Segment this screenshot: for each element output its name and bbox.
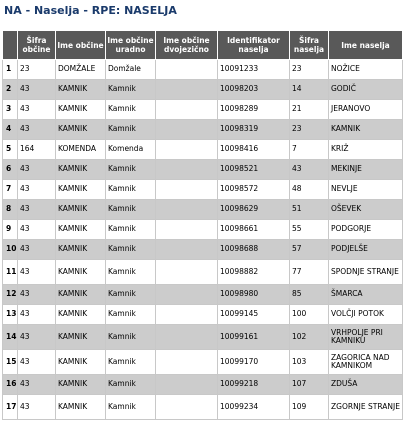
table-row[interactable] — [3, 240, 403, 260]
cell-ime-naselja: KRIŽ — [329, 140, 403, 160]
cell-identifikator-naselja: 10099145 — [218, 305, 290, 325]
cell-ime-obcine-uradno: Kamnik — [106, 260, 156, 285]
cell-identifikator-naselja: 10099170 — [218, 350, 290, 375]
cell-ime-obcine-dvojezicno — [156, 395, 218, 420]
cell-identifikator-naselja: 10098661 — [218, 220, 290, 240]
cell-ime-obcine: KAMNIK — [56, 180, 106, 200]
cell-ime-obcine: KAMNIK — [56, 160, 106, 180]
cell-identifikator-naselja: 10098416 — [218, 140, 290, 160]
cell-ime-obcine: KAMNIK — [56, 325, 106, 350]
cell-ime-obcine: KAMNIK — [56, 120, 106, 140]
cell-ime-obcine-uradno: Kamnik — [106, 325, 156, 350]
cell-sifra-obcine: 43 — [18, 160, 56, 180]
cell-sifra-obcine: 43 — [18, 305, 56, 325]
cell-sifra-naselja: 55 — [290, 220, 329, 240]
cell-sifra-obcine: 43 — [18, 375, 56, 395]
cell-ime-obcine-dvojezicno — [156, 120, 218, 140]
cell-sifra-naselja: 21 — [290, 100, 329, 120]
column-header-ime-obcine-dvojezicno[interactable]: Ime občine dvojezično — [156, 31, 218, 60]
cell-ime-obcine-dvojezicno — [156, 375, 218, 395]
cell-sifra-obcine: 23 — [18, 60, 56, 80]
cell-ime-obcine: KAMNIK — [56, 305, 106, 325]
cell-ime-obcine: KAMNIK — [56, 200, 106, 220]
cell-ime-obcine-uradno: Kamnik — [106, 120, 156, 140]
cell-row-number: 15 — [3, 350, 18, 375]
cell-ime-obcine-uradno: Kamnik — [106, 80, 156, 100]
cell-ime-obcine-uradno: Komenda — [106, 140, 156, 160]
table-row[interactable] — [3, 180, 403, 200]
cell-identifikator-naselja: 10098289 — [218, 100, 290, 120]
cell-ime-obcine: KAMNIK — [56, 350, 106, 375]
cell-row-number: 7 — [3, 180, 18, 200]
cell-ime-obcine-uradno: Kamnik — [106, 305, 156, 325]
cell-sifra-naselja: 23 — [290, 60, 329, 80]
cell-sifra-naselja: 48 — [290, 180, 329, 200]
cell-ime-naselja: VRHPOLJE PRI KAMNIKU — [329, 325, 403, 350]
column-header-row-number[interactable] — [3, 31, 18, 60]
cell-ime-obcine-dvojezicno — [156, 140, 218, 160]
cell-sifra-naselja: 14 — [290, 80, 329, 100]
cell-ime-naselja: ZGORNJE STRANJE — [329, 395, 403, 420]
cell-identifikator-naselja: 10091233 — [218, 60, 290, 80]
cell-identifikator-naselja: 10098980 — [218, 285, 290, 305]
table-row[interactable] — [3, 100, 403, 120]
settlements-table — [2, 30, 403, 420]
cell-ime-naselja: OŠEVEK — [329, 200, 403, 220]
cell-ime-naselja: NOŽICE — [329, 60, 403, 80]
cell-ime-naselja: PODJELŠE — [329, 240, 403, 260]
cell-ime-obcine: KAMNIK — [56, 240, 106, 260]
table-row[interactable] — [3, 395, 403, 420]
cell-ime-obcine-uradno: Kamnik — [106, 200, 156, 220]
cell-ime-naselja: ŠMARCA — [329, 285, 403, 305]
cell-ime-obcine: KAMNIK — [56, 395, 106, 420]
cell-identifikator-naselja: 10098882 — [218, 260, 290, 285]
cell-ime-obcine: KOMENDA — [56, 140, 106, 160]
cell-ime-naselja: ZAGORICA NAD KAMNIKOM — [329, 350, 403, 375]
cell-ime-naselja: PODGORJE — [329, 220, 403, 240]
cell-ime-obcine-uradno: Kamnik — [106, 240, 156, 260]
cell-ime-obcine-dvojezicno — [156, 305, 218, 325]
cell-ime-obcine: DOMŽALE — [56, 60, 106, 80]
table-row[interactable] — [3, 160, 403, 180]
cell-ime-obcine-dvojezicno — [156, 200, 218, 220]
cell-ime-naselja: NEVLJE — [329, 180, 403, 200]
cell-ime-obcine: KAMNIK — [56, 80, 106, 100]
cell-row-number: 8 — [3, 200, 18, 220]
cell-row-number: 17 — [3, 395, 18, 420]
table-row[interactable] — [3, 140, 403, 160]
cell-sifra-naselja: 51 — [290, 200, 329, 220]
column-header-sifra-naselja[interactable]: Šifra naselja — [290, 31, 329, 60]
cell-ime-obcine-uradno: Kamnik — [106, 350, 156, 375]
title-rpe: - RPE: NASELJA — [79, 4, 177, 17]
cell-ime-obcine-uradno: Kamnik — [106, 395, 156, 420]
cell-ime-obcine-dvojezicno — [156, 80, 218, 100]
cell-ime-obcine: KAMNIK — [56, 220, 106, 240]
cell-sifra-naselja: 23 — [290, 120, 329, 140]
cell-sifra-obcine: 43 — [18, 350, 56, 375]
cell-ime-obcine-dvojezicno — [156, 285, 218, 305]
cell-sifra-naselja: 7 — [290, 140, 329, 160]
cell-sifra-obcine: 43 — [18, 260, 56, 285]
table-row[interactable] — [3, 305, 403, 325]
cell-sifra-obcine: 43 — [18, 200, 56, 220]
cell-ime-naselja: MEKINJE — [329, 160, 403, 180]
table-row[interactable] — [3, 60, 403, 80]
cell-ime-obcine-uradno: Domžale — [106, 60, 156, 80]
cell-ime-obcine: KAMNIK — [56, 375, 106, 395]
cell-ime-obcine: KAMNIK — [56, 285, 106, 305]
cell-ime-naselja: SPODNJE STRANJE — [329, 260, 403, 285]
cell-ime-obcine-uradno: Kamnik — [106, 220, 156, 240]
column-header-ime-obcine-uradno[interactable]: Ime občine uradno — [106, 31, 156, 60]
cell-sifra-obcine: 43 — [18, 80, 56, 100]
cell-identifikator-naselja: 10098629 — [218, 200, 290, 220]
cell-ime-obcine: KAMNIK — [56, 100, 106, 120]
cell-ime-obcine-dvojezicno — [156, 350, 218, 375]
cell-identifikator-naselja: 10099161 — [218, 325, 290, 350]
cell-ime-obcine-dvojezicno — [156, 240, 218, 260]
cell-ime-obcine-dvojezicno — [156, 100, 218, 120]
cell-ime-obcine-uradno: Kamnik — [106, 375, 156, 395]
cell-row-number: 13 — [3, 305, 18, 325]
cell-row-number: 9 — [3, 220, 18, 240]
cell-row-number: 1 — [3, 60, 18, 80]
title-separator: - — [21, 4, 34, 17]
cell-sifra-naselja: 103 — [290, 350, 329, 375]
cell-sifra-obcine: 43 — [18, 180, 56, 200]
column-header-ime-naselja[interactable]: Ime naselja — [329, 31, 403, 60]
table-row[interactable] — [3, 200, 403, 220]
cell-sifra-naselja: 107 — [290, 375, 329, 395]
cell-sifra-obcine: 43 — [18, 285, 56, 305]
cell-identifikator-naselja: 10098572 — [218, 180, 290, 200]
cell-ime-naselja: JERANOVO — [329, 100, 403, 120]
cell-row-number: 10 — [3, 240, 18, 260]
table-row[interactable] — [3, 120, 403, 140]
cell-row-number: 11 — [3, 260, 18, 285]
cell-identifikator-naselja: 10098319 — [218, 120, 290, 140]
cell-sifra-naselja: 57 — [290, 240, 329, 260]
cell-ime-obcine-uradno: Kamnik — [106, 180, 156, 200]
cell-row-number: 14 — [3, 325, 18, 350]
cell-ime-obcine-uradno: Kamnik — [106, 285, 156, 305]
cell-row-number: 4 — [3, 120, 18, 140]
table-row[interactable] — [3, 350, 403, 375]
table-row[interactable] — [3, 285, 403, 305]
table-header-row — [3, 31, 403, 60]
cell-identifikator-naselja: 10099218 — [218, 375, 290, 395]
cell-sifra-obcine: 43 — [18, 220, 56, 240]
table-row[interactable] — [3, 80, 403, 100]
cell-row-number: 5 — [3, 140, 18, 160]
cell-sifra-naselja: 102 — [290, 325, 329, 350]
column-header-sifra-obcine[interactable]: Šifra občine — [18, 31, 56, 60]
title-breadcrumb-naselja[interactable]: Naselja — [33, 4, 80, 17]
cell-ime-naselja: KAMNIK — [329, 120, 403, 140]
cell-identifikator-naselja: 10098688 — [218, 240, 290, 260]
table-body — [3, 60, 403, 420]
cell-sifra-obcine: 43 — [18, 325, 56, 350]
cell-sifra-obcine: 43 — [18, 395, 56, 420]
cell-ime-naselja: VOLČJI POTOK — [329, 305, 403, 325]
cell-ime-naselja: GODIČ — [329, 80, 403, 100]
cell-sifra-obcine: 43 — [18, 240, 56, 260]
cell-ime-obcine-dvojezicno — [156, 180, 218, 200]
cell-sifra-obcine: 43 — [18, 100, 56, 120]
table-row[interactable] — [3, 220, 403, 240]
cell-identifikator-naselja: 10099234 — [218, 395, 290, 420]
cell-sifra-naselja: 109 — [290, 395, 329, 420]
cell-ime-obcine-dvojezicno — [156, 160, 218, 180]
cell-sifra-naselja: 43 — [290, 160, 329, 180]
cell-row-number: 16 — [3, 375, 18, 395]
cell-ime-obcine-dvojezicno — [156, 60, 218, 80]
cell-sifra-naselja: 85 — [290, 285, 329, 305]
column-header-identifikator-naselja[interactable]: Identifikator naselja — [218, 31, 290, 60]
cell-sifra-naselja: 100 — [290, 305, 329, 325]
table-row[interactable] — [3, 375, 403, 395]
cell-ime-obcine-uradno: Kamnik — [106, 100, 156, 120]
cell-identifikator-naselja: 10098521 — [218, 160, 290, 180]
cell-row-number: 2 — [3, 80, 18, 100]
cell-ime-obcine-dvojezicno — [156, 220, 218, 240]
title-breadcrumb-na[interactable]: NA — [4, 4, 22, 17]
table-row[interactable] — [3, 260, 403, 285]
cell-ime-naselja: ZDUŠA — [329, 375, 403, 395]
table-row[interactable] — [3, 325, 403, 350]
cell-ime-obcine-dvojezicno — [156, 325, 218, 350]
cell-row-number: 6 — [3, 160, 18, 180]
page-title — [4, 2, 177, 20]
cell-row-number: 12 — [3, 285, 18, 305]
cell-ime-obcine: KAMNIK — [56, 260, 106, 285]
cell-sifra-obcine: 43 — [18, 120, 56, 140]
cell-sifra-obcine: 164 — [18, 140, 56, 160]
column-header-ime-obcine[interactable]: Ime občine — [56, 31, 106, 60]
cell-row-number: 3 — [3, 100, 18, 120]
cell-ime-obcine-dvojezicno — [156, 260, 218, 285]
cell-sifra-naselja: 77 — [290, 260, 329, 285]
cell-identifikator-naselja: 10098203 — [218, 80, 290, 100]
cell-ime-obcine-uradno: Kamnik — [106, 160, 156, 180]
